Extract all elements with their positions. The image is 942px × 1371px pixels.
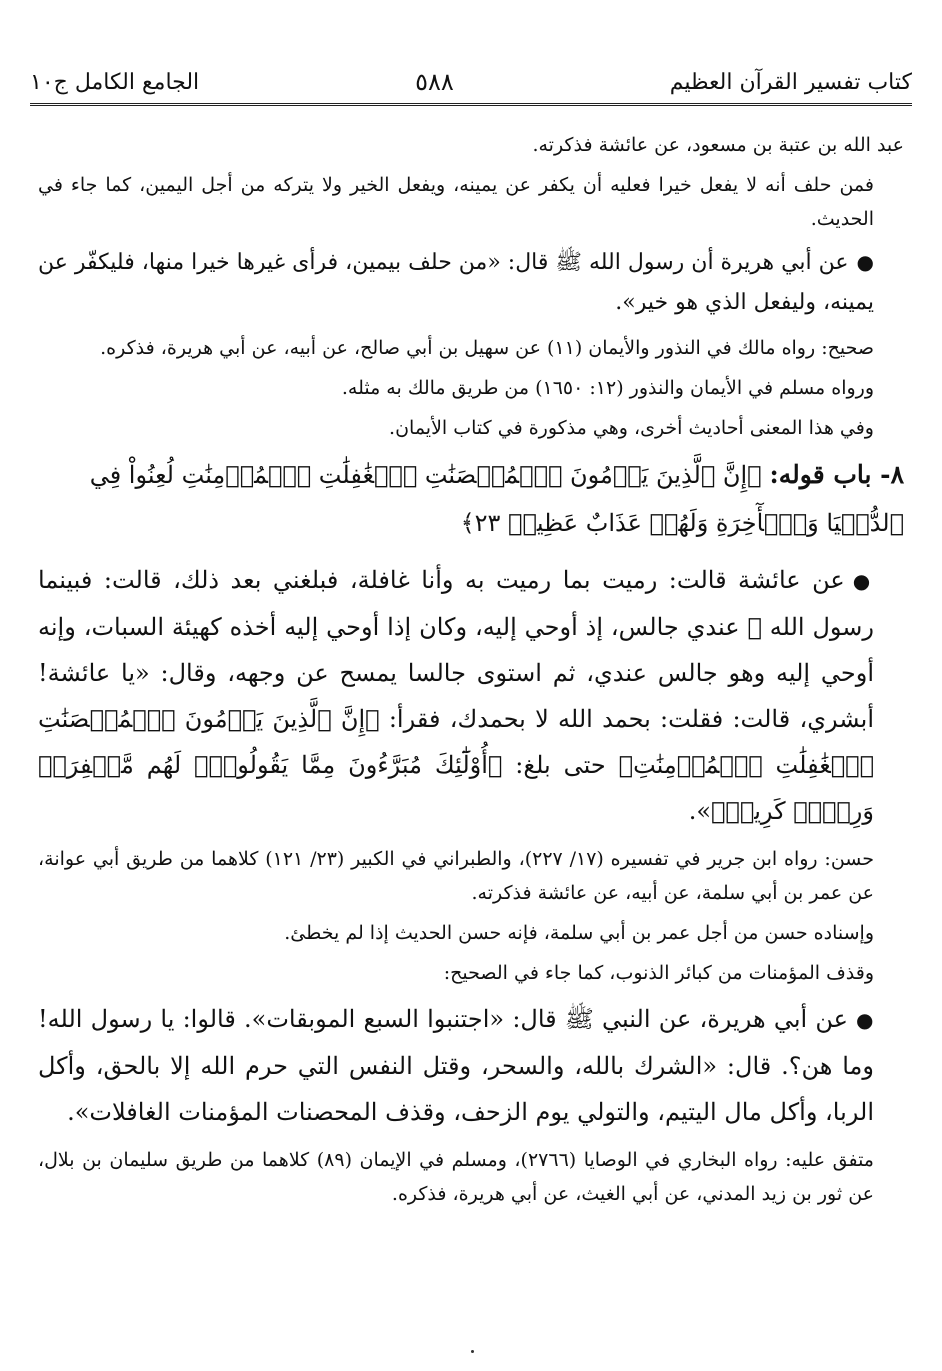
bab-verse: ﴿إِنَّ ٱلَّذِينَ يَرۡمُونَ ٱلۡمُحۡصَنَٰتِ ٱلۡغَٰفِلَٰتِ ٱلۡمُؤۡمِنَٰتِ لُعِنُواْ فِي ٱلدُّنۡيَا وَٱلۡأٓخِرَةِ وَلَهُمۡ عَذَابٌ عَظِيمٞ ٢٣﴾ [89, 461, 904, 537]
hadith-3-text: عن أبي هريرة، عن النبي ﷺ قال: «اجتنبوا السبع الموبقات». قالوا: يا رسول الله! وما هن؟. قال: «الشرك بالله، والسحر، وقتل النفس التي حرم الله إلا بالحق، وأكل الربا، وأكل مال اليتيم، والتولي يوم الزحف، وقذف المحصنات المؤمنات الغافلات». [38, 1005, 874, 1126]
footer-dot [471, 1350, 474, 1353]
note-2: وإسناده حسن من أجل عمر بن أبي سلمة، فإنه حسن الحديث إذا لم يخطئ. [284, 922, 874, 944]
volume-title: الجامع الكامل ج١٠ [30, 69, 200, 95]
bullet-icon: ● [855, 1008, 875, 1032]
note-3: وقذف المؤمنات من كبائر الذنوب، كما جاء في الصحيح: [443, 962, 874, 984]
page-body [38, 128, 904, 1217]
bab-heading [38, 451, 904, 547]
hadith-1 [38, 242, 904, 323]
paragraph-2: فمن حلف أنه لا يفعل خيرا فعليه أن يكفر عن يمينه، ويفعل الخير ولا يتركه من أجل اليمين، كما جاء في الحديث. [38, 174, 874, 230]
bab-label: ٨- باب قوله: [769, 460, 904, 489]
takhrij-2: ورواه مسلم في الأيمان والنذور (١٢: ١٦٥٠) من طريق مالك به مثله. [341, 377, 874, 399]
paragraph-1: عبد الله بن عتبة بن مسعود، عن عائشة فذكرته. [532, 134, 904, 156]
bullet-icon: ● [852, 569, 875, 593]
hadith-2-text: عن عائشة قالت: رميت بما رميت به وأنا غافلة، فبلغني بعد ذلك، قالت: فبينما رسول الله ﷺ عندي جالس، إذ أوحي إليه، وكان إذا أوحي إليه أخذه كهيئة السبات، وإنه أوحي إليه وهو جالس عندي، ثم استوى جالسا يمسح عن وجهه، وقال: «يا عائشة! أبشري، قالت: فقلت: بحمد الله لا بحمدك، فقرأ: ﴿إِنَّ ٱلَّذِينَ يَرۡمُونَ ٱلۡمُحۡصَنَٰتِ ٱلۡغَٰفِلَٰتِ ٱلۡمُؤۡمِنَٰتِ﴾ حتى بلغ: ﴿أُوْلَٰٓئِكَ مُبَرَّءُونَ مِمَّا يَقُولُونَۖ لَهُم مَّغۡفِرَةٞ وَرِزۡقٞ كَرِيمٞ﴾». [38, 566, 874, 825]
takhrij-1: صحيح: رواه مالك في النذور والأيمان (١١) عن سهيل بن أبي صالح، عن أبيه، عن أبي هريرة، فذكره. [100, 337, 874, 359]
page-header [30, 62, 912, 102]
page-number: ٥٨٨ [415, 68, 454, 96]
hadith-1-text: عن أبي هريرة أن رسول الله ﷺ قال: «من حلف بيمين، فرأى غيرها خيرا منها، فليكفّر عن يمينه، وليفعل الذي هو خير». [38, 250, 874, 315]
takhrij-3: حسن: رواه ابن جرير في تفسيره (١٧/ ٢٢٧)، والطبراني في الكبير (٢٣/ ١٢١) كلاهما من طريق أبي عوانة، عن عمر بن أبي سلمة، عن أبيه، عن عائشة فذكرته. [38, 848, 874, 904]
hadith-2 [38, 557, 904, 834]
bullet-icon: ● [856, 250, 875, 274]
takhrij-4: متفق عليه: رواه البخاري في الوصايا (٢٧٦٦)، ومسلم في الإيمان (٨٩) كلاهما من طريق سليمان بن بلال، عن ثور بن زيد المدني، عن أبي الغيث، عن أبي هريرة، فذكره. [38, 1149, 874, 1205]
header-rule [30, 103, 912, 106]
note-1: وفي هذا المعنى أحاديث أخرى، وهي مذكورة في كتاب الأيمان. [389, 417, 874, 439]
hadith-3 [38, 996, 904, 1135]
book-title: كتاب تفسير القرآن العظيم [669, 69, 912, 95]
